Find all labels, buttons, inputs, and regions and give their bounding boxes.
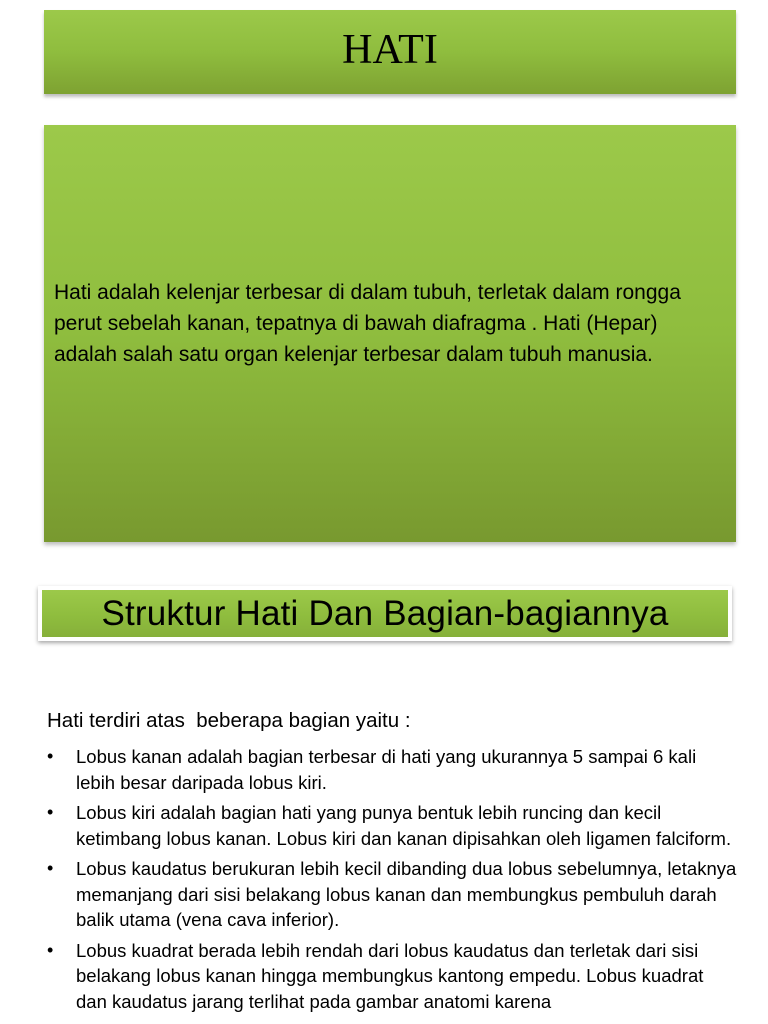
list-item-text: Lobus kanan adalah bagian terbesar di hati yang ukurannya 5 sampai 6 kali lebih besar daripada lobus kiri. [76, 746, 697, 793]
bullet-marker: • [47, 858, 54, 878]
list-item [47, 744, 737, 795]
bullet-marker: • [47, 802, 54, 822]
section-heading-banner [38, 586, 732, 641]
list-item-text: Lobus kuadrat berada lebih rendah dari lobus kaudatus dan terletak dari sisi belakang lobus kanan hingga membungkus kantong empedu. Lobus kuadrat dan kaudatus jarang terlihat pada gambar anatomi karena [76, 939, 704, 1012]
list-item [47, 856, 737, 933]
bullet-marker: • [47, 746, 54, 766]
section-heading: Struktur Hati Dan Bagian-bagiannya [101, 593, 669, 633]
intro-paragraph: Hati adalah kelenjar terbesar di dalam tubuh, terletak dalam rongga perut sebelah kanan, tepatnya di bawah diafragma . Hati (Hepar) adalah salah satu organ kelenjar terbesar dalam tubuh manusia. [54, 281, 681, 366]
list-item [47, 938, 737, 1015]
page-title: HATI [342, 27, 438, 73]
list-item [47, 800, 737, 851]
body-content [47, 706, 737, 1019]
bullet-list [47, 744, 737, 1014]
bullet-marker: • [47, 939, 54, 960]
lead-sentence: Hati terdiri atas beberapa bagian yaitu : [47, 709, 411, 732]
section-heading-fill [42, 590, 728, 637]
intro-panel [44, 125, 736, 542]
list-item-text: Lobus kaudatus berukuran lebih kecil dibanding dua lobus sebelumnya, letaknya memanjang dari sisi belakang lobus kanan dan membungkus pembuluh darah balik utama (vena cava inferior). [76, 858, 737, 930]
list-item-text: Lobus kiri adalah bagian hati yang punya bentuk lebih runcing dan kecil ketimbang lobus kanan. Lobus kiri dan kanan dipisahkan oleh ligamen falciform. [76, 802, 732, 849]
title-banner [44, 10, 736, 94]
